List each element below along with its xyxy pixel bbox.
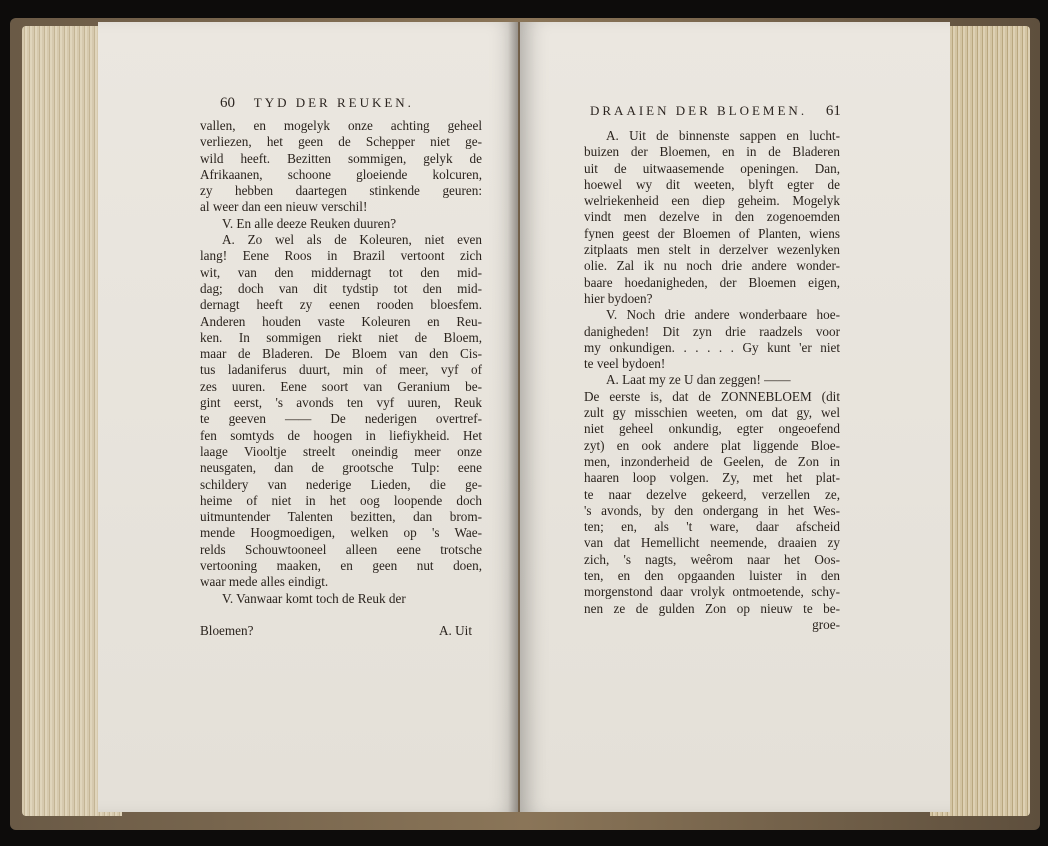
text-line: zich, 's nagts, weêrom naar het Oos-	[584, 551, 840, 567]
text-line: mende Hoogmoedigen, welken op 's Wae-	[200, 525, 482, 541]
text-line: danigheden! Dit zyn drie raadzels voor	[584, 323, 840, 339]
text-line: maar de Bladeren. De Bloem van den Cis-	[200, 346, 482, 362]
left-running-head	[220, 95, 414, 112]
text-line: haaren loop volgen. Zy, met het plat-	[584, 470, 840, 486]
left-text-column	[200, 118, 482, 607]
text-line: laage Viooltje streelt oneindig meer onze	[200, 443, 482, 459]
text-line: wit, van den middernagt tot den mid-	[200, 264, 482, 280]
text-line: baare hoedanigheden, der Bloemen eigen,	[584, 274, 840, 290]
text-line: hoewel wy dit weeten, blyft egter de	[584, 176, 840, 192]
text-line: gint eerst, 's avonds ten vyf uuren, Reuk	[200, 395, 482, 411]
right-text-column	[584, 128, 840, 633]
left-running-head-text: TYD DER REUKEN.	[253, 95, 414, 110]
text-line: fen somtyds de hoogen in liefiykheid. Het	[200, 427, 482, 443]
text-line: V. En alle deeze Reuken duuren?	[222, 215, 397, 231]
text-line: nen ze de gulden Zon op nieuw te be-	[584, 600, 840, 616]
text-line: vertooning maaken, en geen nut doen,	[200, 558, 482, 574]
text-line: my onkundigen. . . . . . Gy kunt 'er niet	[584, 339, 840, 355]
text-line: A. Zo wel als de Koleuren, niet even	[222, 232, 482, 248]
right-running-head-text: DRAAIEN DER BLOEMEN.	[590, 103, 808, 118]
text-line: zitplaats men stelt in derzelver wezenlyken	[584, 242, 840, 258]
text-line: niet geheel onkundig, egter ongeoefend	[584, 421, 840, 437]
text-line: morgenstond daar vrolyk ontmoetende, schy-	[584, 584, 840, 600]
text-line: hier bydoen?	[584, 290, 653, 306]
catchword: groe-	[812, 616, 840, 632]
text-line: verliezen, het geen de Schepper niet ge-	[200, 134, 482, 150]
text-line: dernagt heeft zy eenen rooden bloesfem.	[200, 297, 482, 313]
text-line: zes uuren. Eene soort van Geranium be-	[200, 378, 482, 394]
right-running-head	[590, 103, 841, 120]
text-line: zult gy misschien weeten, om dat gy, wel	[584, 405, 840, 421]
text-line: te naar dezelve gekeerd, verzellen ze,	[584, 486, 840, 502]
text-line: V. Vanwaar komt toch de Reuk der	[222, 590, 406, 606]
right-page-number: 61	[825, 103, 841, 119]
text-line: wild heeft. Bezitten sommigen, gelyk de	[200, 150, 482, 166]
text-line: uit de uitwaasemende openingen. Dan,	[584, 160, 840, 176]
left-catchword: A. Uit	[439, 623, 472, 638]
text-line: V. Noch drie andere wonderbaare hoe-	[606, 307, 840, 323]
text-line: De eerste is, dat de ZONNEBLOEM (dit	[584, 388, 840, 404]
text-line: ten, en den opgaanden luister in den	[584, 568, 840, 584]
left-last-line: Bloemen?	[200, 623, 254, 638]
text-line: dag; doch van dit tydstip tot den mid-	[200, 280, 482, 296]
text-line: te veel bydoen!	[584, 356, 666, 372]
text-line: welriekenheid een diep geheim. Mogelyk	[584, 193, 840, 209]
text-line: schildery van nederige Lieden, die ge-	[200, 476, 482, 492]
text-line: fynen geest der Bloemen of Planten, wiens	[584, 225, 840, 241]
text-line: vindt men dezelve in den zogenoemden	[584, 209, 840, 225]
text-line: neusgaten, dan de grootsche Tulp: eene	[200, 460, 482, 476]
text-line: al weer dan een nieuw verschil!	[200, 199, 368, 215]
text-line: relds Schouwtooneel alleen eene trotsche	[200, 541, 482, 557]
text-line: men, inzonderheid de Geelen, de Zon in	[584, 453, 840, 469]
text-line: A. Uit de binnenste sappen en lucht-	[606, 128, 840, 143]
text-line: A. Laat my ze U dan zeggen! ——	[606, 372, 791, 388]
text-line: olie. Zal ik nu noch drie andere wonder-	[584, 258, 840, 274]
text-line: Anderen houden vaste Koleuren en Reu-	[200, 313, 482, 329]
text-line: van dat Hemellicht neemende, draaien zy	[584, 535, 840, 551]
text-line: heime of niet in het oog loopende doch	[200, 492, 482, 508]
text-line	[200, 623, 472, 639]
text-line: zyt) en ook andere plat liggende Bloe-	[584, 437, 840, 453]
right-page	[520, 22, 950, 812]
text-line: te geeven —— De nederigen overtref-	[200, 411, 482, 427]
text-line: ten; en, als 't ware, daar afscheid	[584, 519, 840, 535]
text-line: zy hebben daartegen stinkende geuren:	[200, 183, 482, 199]
text-line: 's avonds, by den ondergang in het Wes-	[584, 502, 840, 518]
text-line: vallen, en mogelyk onze achting geheel	[200, 118, 482, 133]
text-line: lang! Eene Roos in Brazil vertoont zich	[200, 248, 482, 264]
text-line: waar mede alles eindigt.	[200, 574, 329, 590]
text-line: buizen der Bloemen, en in de Bladeren	[584, 144, 840, 160]
text-line: tus ladaniferus duurt, min of meer, vyf of	[200, 362, 482, 378]
text-line: Afrikaanen, schoone gloeiende kolcuren,	[200, 166, 482, 182]
left-final-line	[200, 623, 472, 639]
text-line: ken. In sommigen riekt niet de Bloem,	[200, 329, 482, 345]
text-line: uitmuntender Talenten bezitten, dan brom-	[200, 509, 482, 525]
left-page	[98, 22, 518, 812]
left-page-number: 60	[220, 95, 235, 111]
